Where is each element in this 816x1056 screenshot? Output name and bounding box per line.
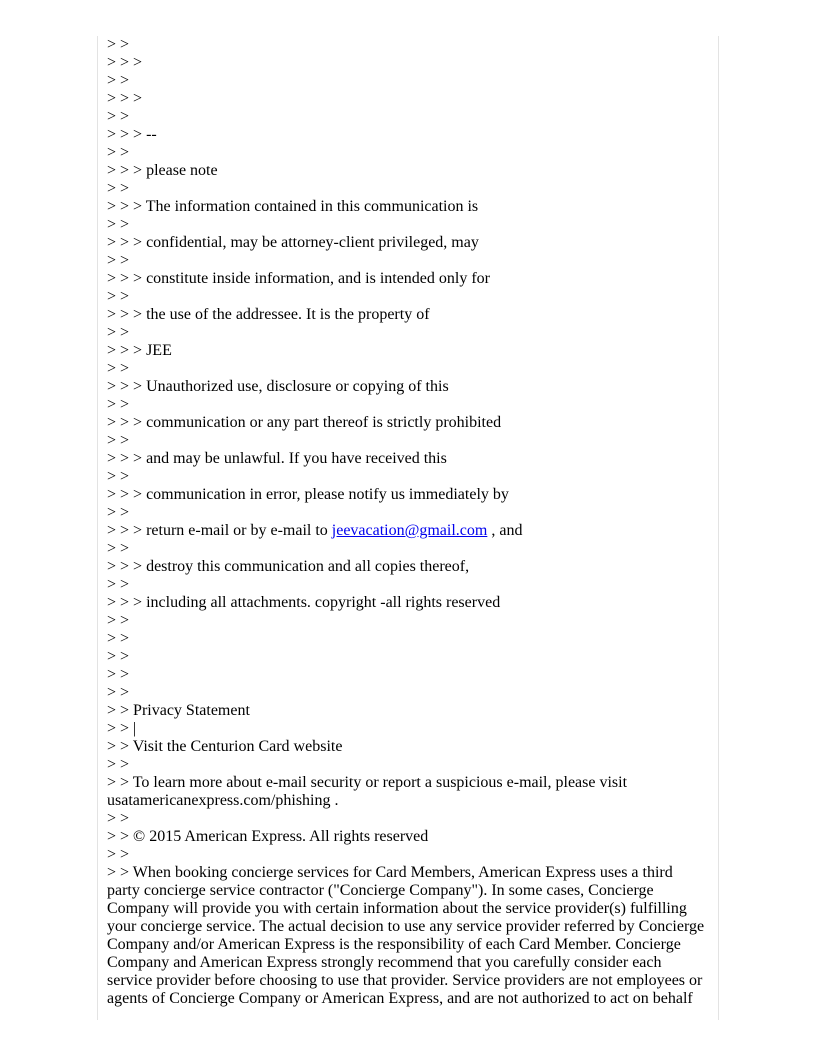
quoted-line: > >: [107, 504, 130, 521]
quoted-line: > >: [107, 144, 130, 161]
quoted-line: > >: [107, 540, 130, 557]
quoted-line: > >: [107, 684, 130, 701]
quoted-line: > > © 2015 American Express. All rights reserved: [107, 828, 429, 845]
quoted-block-a: [107, 36, 709, 522]
quoted-line: > > > JEE: [107, 342, 172, 359]
quoted-line: > >: [107, 468, 130, 485]
quoted-line: > >: [107, 432, 130, 449]
quoted-line-email: [107, 522, 709, 540]
email-line-suffix: , and: [491, 522, 523, 539]
quoted-block-c: [107, 810, 709, 864]
quoted-line: > > > Unauthorized use, disclosure or copying of this: [107, 378, 449, 395]
quoted-line: > >: [107, 36, 130, 53]
quoted-line: > >: [107, 396, 130, 413]
quoted-line: > > > the use of the addressee. It is the property of: [107, 306, 430, 323]
quoted-line: > > > --: [107, 126, 157, 143]
quoted-line: > >: [107, 216, 130, 233]
quoted-line: > >: [107, 648, 130, 665]
quoted-line: > >: [107, 630, 130, 647]
quoted-line: > >: [107, 756, 130, 773]
quoted-line: > >: [107, 72, 130, 89]
quoted-line: > >: [107, 846, 130, 863]
quoted-line: > > >: [107, 54, 143, 71]
quoted-line: > >: [107, 288, 130, 305]
email-line-prefix: > > > return e-mail or by e-mail to: [107, 522, 328, 539]
quoted-line: > >: [107, 612, 130, 629]
quoted-line: > >: [107, 180, 130, 197]
quoted-line: > >: [107, 108, 130, 125]
quoted-line: > > Visit the Centurion Card website: [107, 738, 343, 755]
quoted-line: > >: [107, 810, 130, 827]
quoted-line: > > > communication in error, please notify us immediately by: [107, 486, 509, 503]
quoted-line: > > > destroy this communication and all copies thereof,: [107, 558, 470, 575]
quoted-line: > > >: [107, 90, 143, 107]
quoted-line: > > |: [107, 720, 137, 737]
quoted-line: > > Privacy Statement: [107, 702, 250, 719]
quoted-line: > > > and may be unlawful. If you have received this: [107, 450, 447, 467]
concierge-disclaimer: > > When booking concierge services for Card Members, American Express uses a third party concierge service contractor ("Concierge Company"). In some cases, Concierge Company will provide you with certain information about the service provider(s) fulfilling your concierge service. The actual decision to use any service provider referred by Concierge Company and/or American Express is the responsibility of each Card Member. Concierge Company and American Express strongly recommend that you carefully consider each service provider before choosing to use that provider. Service providers are not employees or agents of Concierge Company or American Express, and are not authorized to act on behalf: [107, 864, 705, 1007]
quoted-line: > > > please note: [107, 162, 218, 179]
quoted-line: > >: [107, 576, 130, 593]
quoted-line: > > > including all attachments. copyright -all rights reserved: [107, 594, 501, 611]
quoted-line: > > > constitute inside information, and is intended only for: [107, 270, 491, 287]
quoted-line: > > > confidential, may be attorney-client privileged, may: [107, 234, 479, 251]
quoted-line: > >: [107, 324, 130, 341]
quoted-block-b: [107, 540, 709, 774]
email-link[interactable]: jeevacation@gmail.com: [331, 522, 488, 539]
quoted-line: > > > communication or any part thereof is strictly prohibited: [107, 414, 502, 431]
quoted-line: > >: [107, 666, 130, 683]
phishing-notice: > > To learn more about e-mail security or report a suspicious e-mail, please visit usatamericanexpress.com/phishing .: [107, 774, 628, 809]
quoted-line: > >: [107, 360, 130, 377]
quoted-line: > >: [107, 252, 130, 269]
quoted-line: > > > The information contained in this communication is: [107, 198, 479, 215]
email-body: [107, 36, 709, 1008]
